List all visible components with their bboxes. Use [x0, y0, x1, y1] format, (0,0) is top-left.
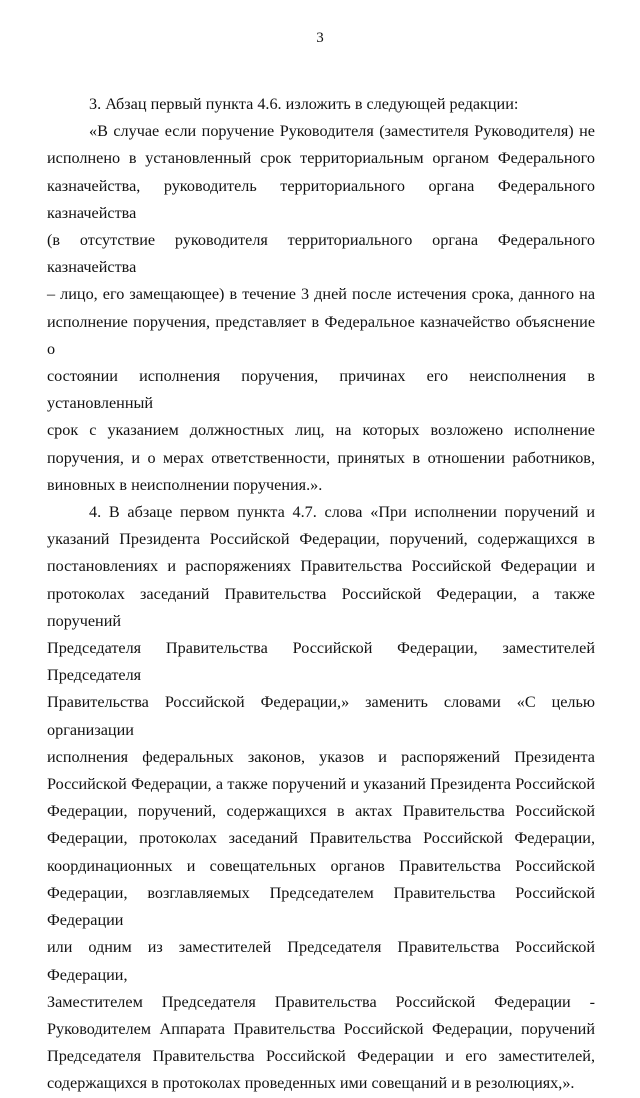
paragraph-quoted-wording [47, 118, 595, 499]
text-line: содержащихся в протоколах проведенных ими совещаний и в резолюциях,». [47, 1074, 575, 1093]
text-line: постановлениях и распоряжениях Правительства Российской Федерации и [47, 557, 595, 576]
text-line: (в отсутствие руководителя территориального органа Федерального казначейства [47, 231, 595, 277]
page-number: 3 [316, 30, 324, 46]
text-line: координационных и совещательных органов Правительства Российской [47, 856, 595, 875]
text-line: – лицо, его замещающее) в течение 3 дней после истечения срока, данного на [47, 285, 595, 304]
text-line: Федерации, поручений, содержащихся в актах Правительства Российской [47, 802, 595, 821]
text-line: протоколах заседаний Правительства Российской Федерации, а также поручений [47, 584, 595, 630]
text-line: исполнено в установленный срок территориальным органом Федерального [47, 149, 595, 168]
text-line: 4. В абзаце первом пункта 4.7. слова «При исполнении поручений и [89, 503, 595, 522]
text-line: или одним из заместителей Председателя Правительства Российской Федерации, [47, 938, 595, 984]
text-line: казначейства, руководитель территориального органа Федерального казначейства [47, 176, 595, 222]
text-line: исполнения федеральных законов, указов и распоряжений Президента [47, 747, 595, 766]
text-line: поручения, и о мерах ответственности, принятых в отношении работников, [47, 448, 595, 467]
paragraph-item-3 [47, 91, 595, 118]
text-line: Правительства Российской Федерации,» заменить словами «С целью организации [47, 693, 595, 739]
text-line: Председателя Правительства Российской Федерации и его заместителей, [47, 1047, 595, 1066]
text-line: Председателя Правительства Российской Федерации, заместителей Председателя [47, 639, 595, 685]
text-line: виновных в неисполнении поручения.». [47, 475, 323, 494]
text-line: 3. Абзац первый пункта 4.6. изложить в следующей редакции: [89, 95, 519, 113]
text-line: Федерации, возглавляемых Председателем Правительства Российской Федерации [47, 883, 595, 930]
paragraph-item-4 [47, 499, 595, 1097]
text-line: Заместителем Председателя Правительства Российской Федерации - [47, 992, 595, 1011]
text-line: Российской Федерации, а также поручений и указаний Президента Российской [47, 775, 595, 794]
text-line: указаний Президента Российской Федерации, поручений, содержащихся в [47, 530, 595, 549]
text-line: Руководителем Аппарата Правительства Российской Федерации, поручений [47, 1019, 595, 1038]
text-line: срок с указанием должностных лиц, на которых возложено исполнение [47, 421, 595, 440]
text-line: исполнение поручения, представляет в Федеральное казначейство объяснение о [47, 312, 595, 358]
text-line: «В случае если поручение Руководителя (заместителя Руководителя) не [89, 122, 595, 141]
text-line: Федерации, протоколах заседаний Правительства Российской Федерации, [47, 829, 595, 848]
text-line: состоянии исполнения поручения, причинах его неисполнения в установленный [47, 367, 595, 413]
document-body [47, 91, 595, 1098]
